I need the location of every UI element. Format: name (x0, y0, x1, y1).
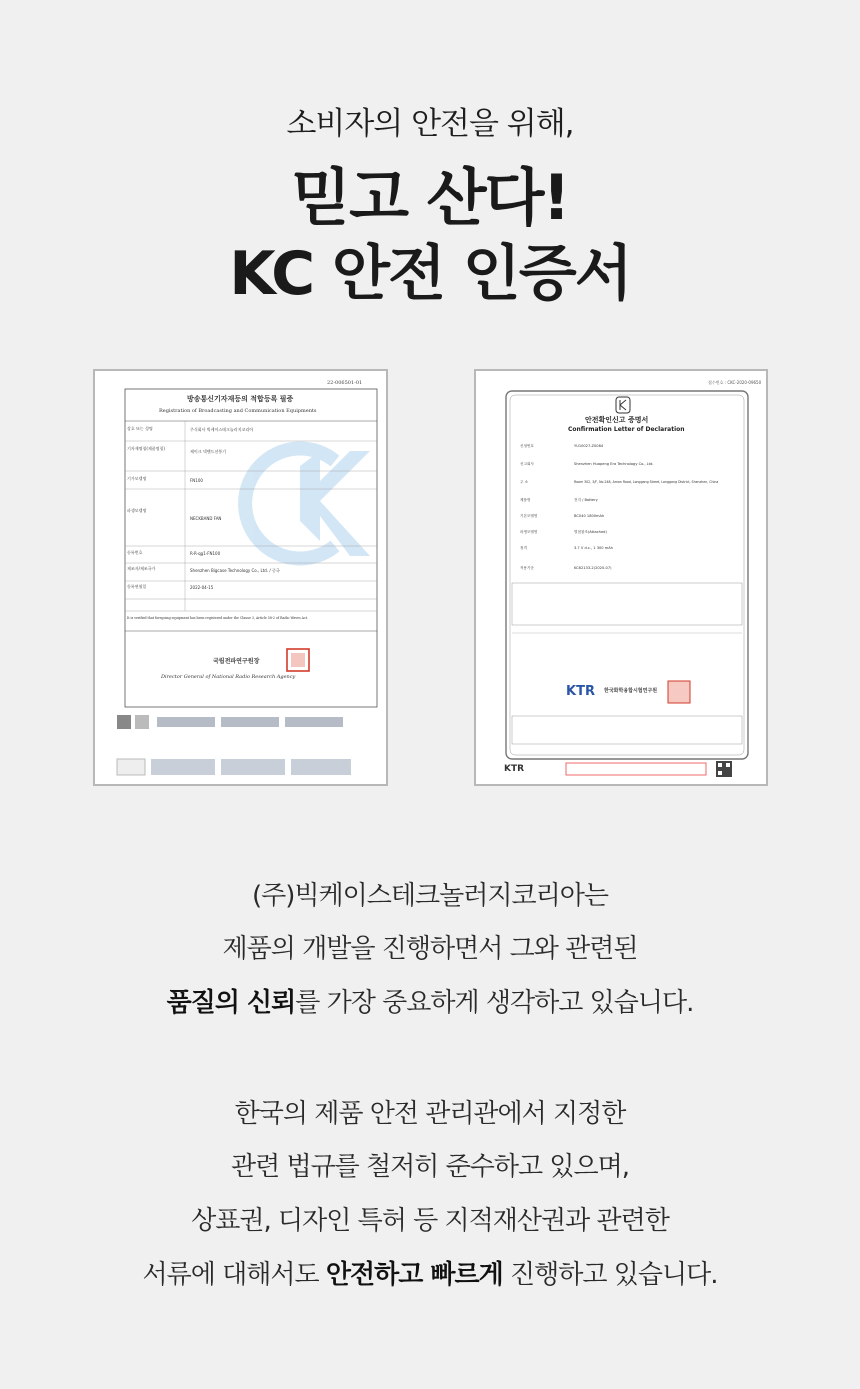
compliance-line-1: 한국의 제품 안전 관리관에서 지정한 (234, 1099, 626, 1129)
intro-line-3-rest: 를 가장 중요하게 생각하고 있습니다. (295, 988, 694, 1018)
compliance-line-4-post: 진행하고 있습니다. (502, 1260, 718, 1290)
row-label: 등록번호 (127, 550, 143, 555)
agency-name-en: Director General of National Radio Research Agency (161, 674, 296, 680)
row-value: FN100 (190, 478, 203, 483)
compliance-line-3: 상표권, 디자인 특허 등 지적재산권과 관련한 (191, 1206, 669, 1236)
row-value: 2022-04-15 (190, 585, 214, 590)
row-value: R-R-qg1-FN100 (190, 551, 221, 556)
row-label: 상호 또는 성명 (127, 426, 153, 431)
row-value: BC040 1800mAh (574, 514, 605, 518)
row-label: 기가모델명 (127, 476, 147, 481)
official-seal-icon (668, 681, 690, 703)
intro-line-3 (0, 982, 860, 1019)
row-label: 주 소 (520, 480, 529, 484)
issuer-name: 한국화학융합시험연구원 (604, 688, 658, 694)
cert-title-en: Confirmation Letter of Declaration (568, 426, 685, 433)
row-label: 등록연월일 (127, 584, 147, 589)
cert-statement: It is verified that foregoing equipment has been registered under the Clause 3, Article 58-2 of Radio Waves Act. (127, 616, 309, 620)
main-title-line2: KC 안전 인증서 (229, 239, 631, 309)
row-label: 기본모델명 (520, 514, 538, 518)
cert-title-ko: 안전확인신고 증명서 (585, 416, 649, 424)
row-label: 파생모델명 (520, 530, 538, 534)
row-label: 정격 (520, 546, 527, 550)
row-value: 주식회사 빅케이스테크놀러지코리아 (190, 427, 254, 432)
agency-name-ko: 국립전파연구원장 (213, 658, 260, 665)
subtitle: 소비자의 안전을 위해, (286, 106, 574, 142)
cert-number: 접수번호 : CKC-2020-09650 (708, 380, 762, 385)
compliance-line-2: 관련 법규를 철저히 준수하고 있으며, (230, 1152, 630, 1182)
ktr-footer-logo: KTR (504, 764, 525, 774)
compliance-line-4 (0, 1254, 860, 1291)
cert-title-ko: 방송통신기자재등의 적합등록 필증 (187, 394, 294, 403)
row-value: Shenzhen Huapeng Era Technology Co., Ltd. (574, 462, 654, 466)
row-label: 신고회사 (520, 462, 534, 466)
intro-line-2: 제품의 개발을 진행하면서 그와 관련된 (222, 934, 638, 964)
row-label: 기자재명칭(제품명칭) (127, 446, 165, 451)
row-label: 신청번호 (520, 444, 534, 448)
radio-registration-certificate (93, 369, 388, 786)
row-value: 3.7 V d.c., 1 300 mAh (574, 546, 613, 550)
row-label: 적용기준 (520, 566, 534, 570)
emphasis-quality-trust: 품질의 신뢰 (166, 988, 296, 1018)
cert-title-en: Registration of Broadcasting and Communication Equipments (159, 408, 317, 414)
kc-watermark-icon (245, 449, 370, 559)
row-label: 제품명 (520, 498, 531, 502)
main-title-line1: 믿고 산다! (291, 161, 569, 234)
form-number: 22-006501-01 (327, 380, 363, 386)
row-value: 전지 / Battery (574, 498, 598, 502)
row-value: KC62133-2(2020-07) (574, 566, 612, 570)
kc-logo-icon (616, 397, 630, 413)
intro-line-1: (주)빅케이스테크놀러지코리아는 (252, 881, 608, 911)
emphasis-safe-fast: 안전하고 빠르게 (325, 1260, 503, 1290)
compliance-line-4-pre: 서류에 대해서도 (142, 1260, 326, 1290)
row-label: 제조자/제조국가 (127, 566, 156, 571)
safety-confirmation-certificate (474, 369, 768, 786)
row-value: 별첨참조(Attached) (574, 530, 607, 534)
row-value: YU10027-Z0084 (574, 444, 604, 448)
row-value: Room 302, 3/F, No.248, Aman Road, Longgang Street, Longgang District, Shenzhen, China (574, 480, 719, 484)
row-label: 파생모델명 (127, 508, 147, 513)
ktr-logo: KTR (566, 684, 595, 699)
certificate-frame-graphic (95, 371, 386, 784)
row-value: 제이크 넥밴드선풍기 (190, 449, 227, 454)
row-value: NECKBAND FAN (190, 516, 222, 521)
row-value: Shenzhen Bigcase Technology Co., Ltd. / 중국 (190, 568, 280, 573)
